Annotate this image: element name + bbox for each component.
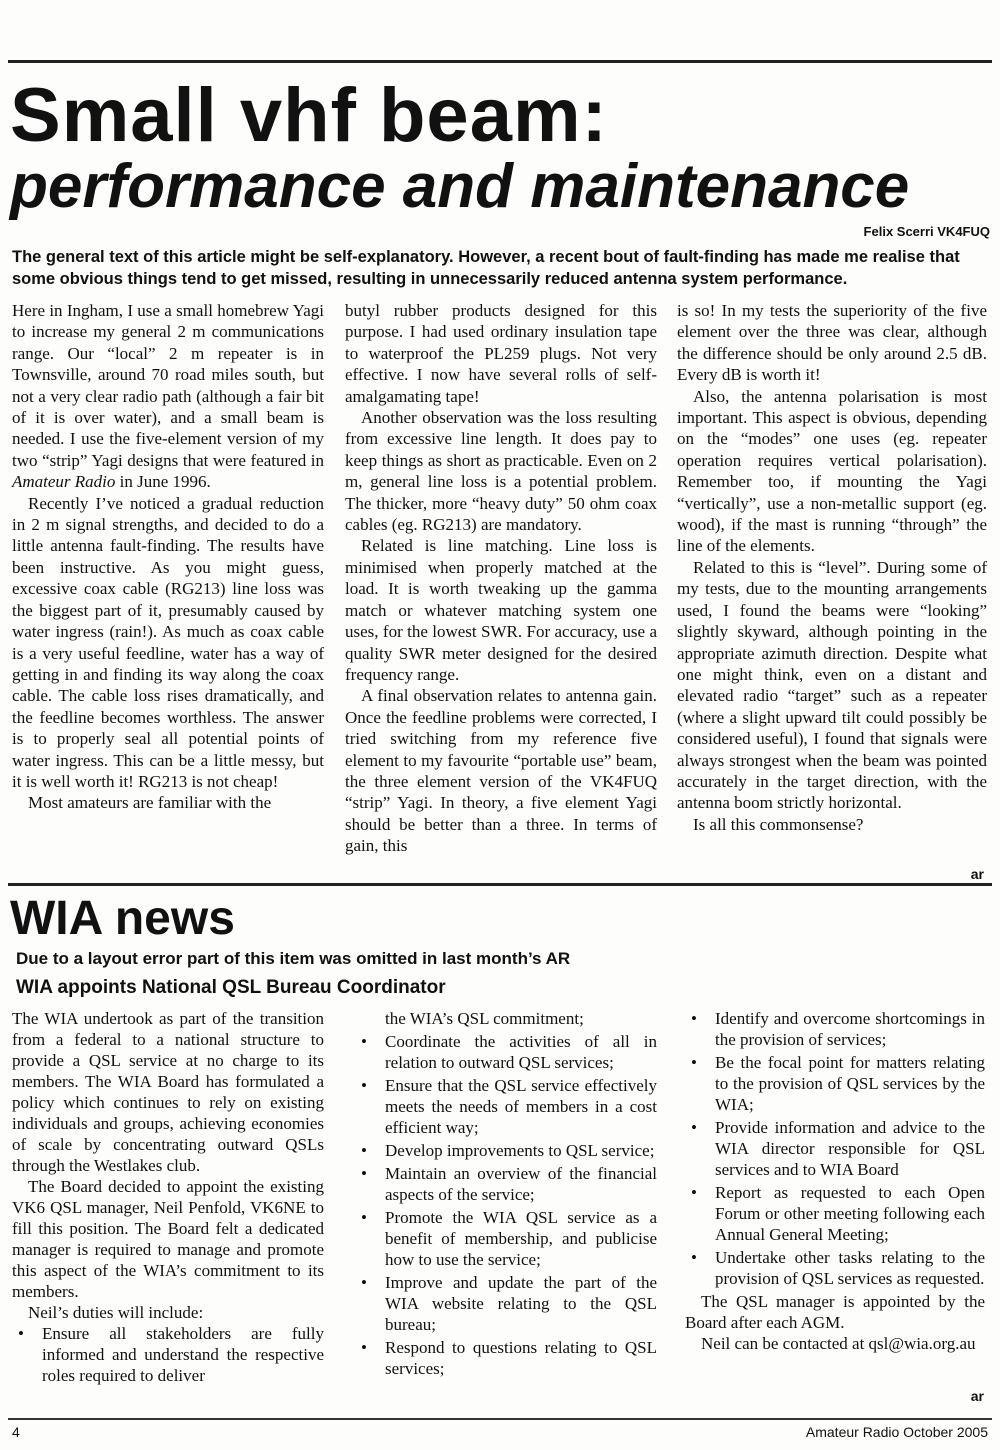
list-item: • Ensure that the QSL service effectively meets the needs of members in a cost efficient way; bbox=[355, 1075, 657, 1138]
list-item: • Maintain an overview of the financial aspects of the service; bbox=[355, 1163, 657, 1205]
paragraph: A final observation relates to antenna gain. Once the feedline problems were corrected, I tried switching from my reference five element to my favourite “portable use” beam, the three element version of the VK4FUQ “strip” Yagi. In theory, a five element Yagi should be better than a three. In terms of gain, this bbox=[345, 686, 657, 856]
list-item: • Respond to questions relating to QSL services; bbox=[355, 1337, 657, 1379]
paragraph: Another observation was the loss resulting from excessive line length. It does pay to keep things as short as practicable. Even on 2 m, general line loss is a potential problem. The thicker, more “heavy duty” 50 ohm coax cables (eg. RG213) are mandatory. bbox=[345, 408, 657, 535]
news-column-1 bbox=[12, 1008, 324, 1388]
byline: Felix Scerri VK4FUQ bbox=[863, 224, 990, 239]
footer-rule bbox=[8, 1418, 992, 1420]
list-item: • Improve and update the part of the WIA website relating to the QSL bureau; bbox=[355, 1272, 657, 1335]
paragraph: butyl rubber products designed for this purpose. I had used ordinary insulation tape to waterproof the PL259 plugs. Not very effective. I now have several rolls of self-amalgamating tape! bbox=[345, 301, 657, 406]
list-item: • Coordinate the activities of all in relation to outward QSL services; bbox=[355, 1031, 657, 1073]
top-rule bbox=[8, 60, 992, 63]
duties-list bbox=[685, 1008, 985, 1289]
section-rule bbox=[8, 883, 992, 886]
list-item: • Promote the WIA QSL service as a benefit of membership, and publicise how to use the service; bbox=[355, 1207, 657, 1270]
paragraph: Related to this is “level”. During some of my tests, due to the mounting arrangements used, I found the beams were “looking” slightly skyward, although pointing in the appropriate azimuth direction. Despite what one might think, even on a distant and elevated radio “target” such as a repeater (where a slight upward tilt could possibly be considered useful), I found that signals were always strongest when the beam was pointed accurately in the target direction, with the antenna boom strictly horizontal. bbox=[677, 557, 987, 813]
duties-list bbox=[355, 1008, 657, 1379]
paragraph: Neil’s duties will include: bbox=[28, 1303, 204, 1322]
duties-list bbox=[12, 1323, 324, 1386]
list-item: • Develop improvements to QSL service; bbox=[355, 1140, 657, 1161]
page-number: 4 bbox=[12, 1424, 20, 1440]
list-item: • Undertake other tasks relating to the provision of QSL services as requested. bbox=[685, 1247, 985, 1289]
paragraph: The Board decided to appoint the existing VK6 QSL manager, Neil Penfold, VK6NE to fill this position. The Board felt a dedicated manager is required to manage and promote this aspect of the WIA’s commitment to its members. bbox=[12, 1177, 324, 1301]
article-column-1 bbox=[12, 300, 324, 814]
article-column-3 bbox=[677, 300, 987, 835]
paragraph: Related is line matching. Line loss is minimised when properly matched at the load. It is worth tweaking up the gamma match or whatever matching system one uses, for the lowest SWR. For accuracy, use a quality SWR meter designed for the desired frequency range. bbox=[345, 536, 657, 684]
article-column-2 bbox=[345, 300, 657, 857]
erratum-note: Due to a layout error part of this item was omitted in last month’s AR bbox=[16, 949, 571, 968]
paragraph: Here in Ingham, I use a small homebrew Yagi to increase my general 2 m communications range. Our “local” 2 m repeater is in Townsville, around 70 road miles south, but not a very clear radio path (although a fair bit of it is over water), and a small beam is needed. I use the five-element version of my two “strip” Yagi designs that were featured in Amateur Radio in June 1996. bbox=[12, 301, 324, 492]
list-item: • Provide information and advice to the WIA director responsible for QSL services and to WIA Board bbox=[685, 1117, 985, 1180]
list-item: • Be the focal point for matters relating to the provision of QSL services by the WIA; bbox=[685, 1052, 985, 1115]
paragraph: The WIA undertook as part of the transition from a federal to a national structure to provide a QSL service at no charge to its members. The WIA Board has formulated a policy which continues to rely on existing individuals and groups, achieving economies of scale by concentrating outward QSLs through the Westlakes club. bbox=[12, 1009, 324, 1175]
paragraph: Also, the antenna polarisation is most important. This aspect is obvious, depending on the “modes” one uses (eg. repeater operation requires vertical polarisation). Remember too, if mounting the Yagi “vertically”, use a non-metallic support (eg. wood), if the mast is running “through” the line of the elements. bbox=[677, 386, 987, 556]
paragraph: Neil can be contacted at qsl@wia.org.au bbox=[701, 1334, 976, 1353]
paragraph: The QSL manager is appointed by the Board after each AGM. bbox=[685, 1292, 985, 1332]
list-item: • Ensure all stakeholders are fully informed and understand the respective roles required to deliver bbox=[12, 1323, 324, 1386]
article-end-mark: ar bbox=[970, 866, 984, 882]
news-column-3 bbox=[685, 1008, 985, 1354]
article-subtitle: performance and maintenance bbox=[10, 152, 910, 221]
list-item-continued: the WIA’s QSL commitment; bbox=[385, 1009, 584, 1028]
paragraph: Is all this commonsense? bbox=[693, 814, 864, 834]
paragraph: Most amateurs are familiar with the bbox=[28, 793, 272, 813]
news-end-mark: ar bbox=[970, 1388, 984, 1404]
list-item: • Identify and overcome shortcomings in the provision of services; bbox=[685, 1008, 985, 1050]
publication-line: Amateur Radio October 2005 bbox=[805, 1424, 988, 1440]
news-headline: WIA appoints National QSL Bureau Coordinator bbox=[16, 977, 446, 998]
paragraph: is so! In my tests the superiority of the five element over the three was clear, although the difference should be only around 2.5 dB. Every dB is worth it! bbox=[677, 301, 987, 385]
paragraph: Recently I’ve noticed a gradual reduction in 2 m signal strengths, and decided to do a little antenna fault-finding. The results have been instructive. As you might guess, excessive coax cable (RG213) line loss was the biggest part of it, presumably caused by water ingress (rain!). As much as coax cable is a very useful feedline, water has a way of getting in and finding its way along the coax cable. The cable loss rises dramatically, and the feedline becomes worthless. The answer is to properly seal all potential points of water ingress. This can be a little messy, but it is well worth it! RG213 is not cheap! bbox=[12, 493, 324, 791]
article-title: Small vhf beam: bbox=[10, 73, 608, 158]
section-title: WIA news bbox=[10, 892, 235, 945]
news-column-2 bbox=[355, 1008, 657, 1381]
standfirst: The general text of this article might be self-explanatory. However, a recent bout of fault-finding has made me realise that some obvious things tend to get missed, resulting in unnecessarily reduced antenna system performance. bbox=[12, 248, 960, 288]
list-item: • Report as requested to each Open Forum or other meeting following each Annual General Meeting; bbox=[685, 1182, 985, 1245]
